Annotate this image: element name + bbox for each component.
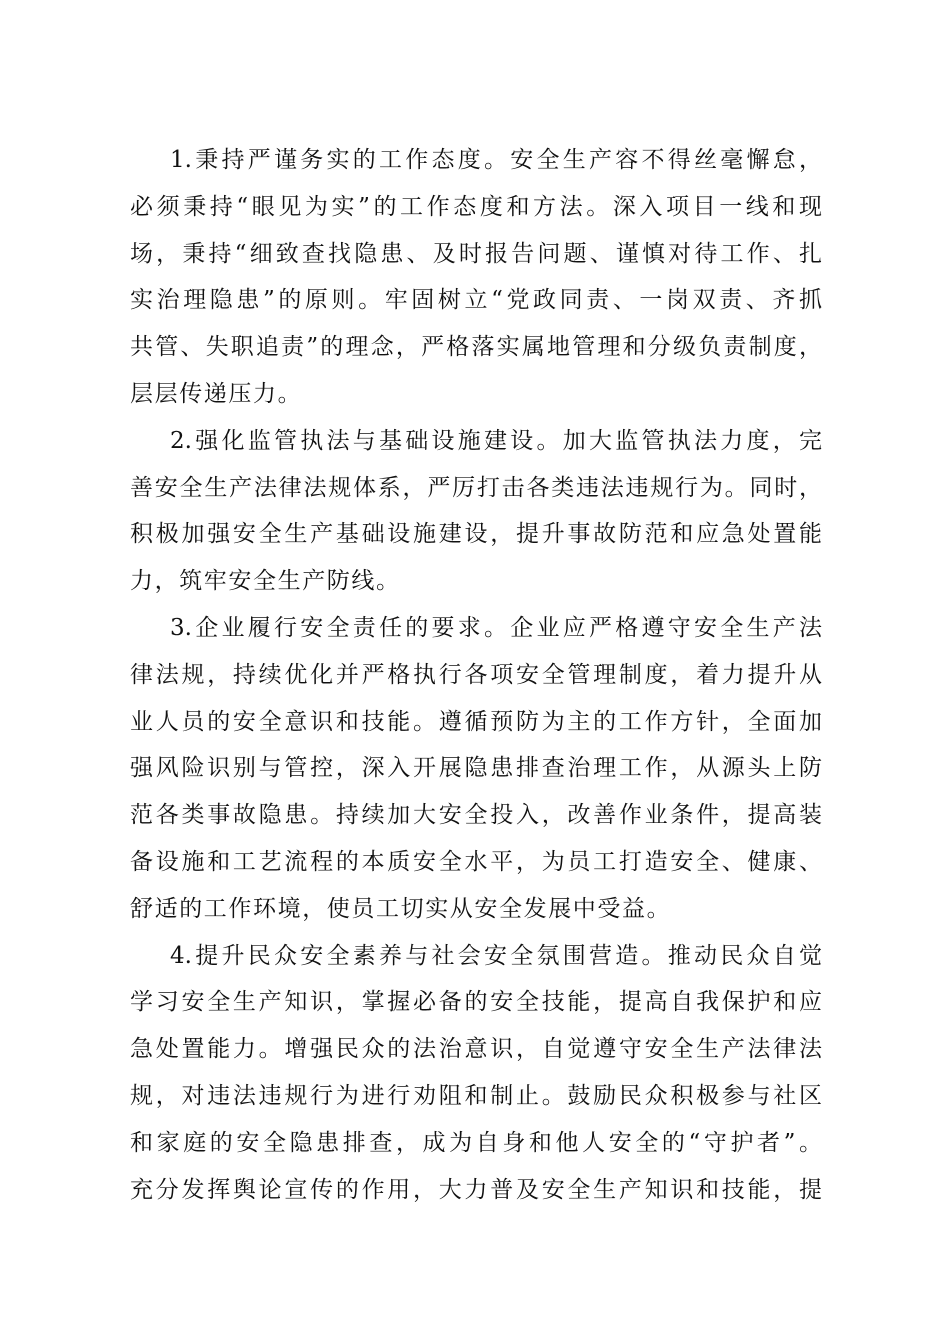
text-line: 力，筑牢安全生产防线。 <box>130 568 401 595</box>
text-line: 积极加强安全生产基础设施建设，提升事故防范和应急处置能 <box>130 521 822 548</box>
text-line: 和家庭的安全隐患排查，成为自身和他人安全的“守护者”。 <box>130 1129 822 1156</box>
text-line: 2.强化监管执法与基础设施建设。加大监管执法力度，完 <box>170 427 822 454</box>
text-line: 舒适的工作环境，使员工切实从安全发展中受益。 <box>130 895 672 922</box>
paragraph-2 <box>130 418 822 605</box>
text-line: 层层传递压力。 <box>130 380 303 407</box>
paragraph-1 <box>130 137 822 418</box>
text-line: 范各类事故隐患。持续加大安全投入，改善作业条件，提高装 <box>130 802 822 829</box>
text-line: 场，秉持“细致查找隐患、及时报告问题、谨慎对待工作、扎 <box>130 240 822 267</box>
text-line: 善安全生产法律法规体系，严厉打击各类违法违规行为。同时， <box>130 474 822 501</box>
text-line: 业人员的安全意识和技能。遵循预防为主的工作方针，全面加 <box>130 708 822 735</box>
text-line: 备设施和工艺流程的本质安全水平，为员工打造安全、健康、 <box>130 848 822 875</box>
text-line: 4.提升民众安全素养与社会安全氛围营造。推动民众自觉 <box>170 942 822 969</box>
text-line: 学习安全生产知识，掌握必备的安全技能，提高自我保护和应 <box>130 989 822 1016</box>
text-line: 共管、失职追责”的理念，严格落实属地管理和分级负责制度， <box>130 334 822 361</box>
paragraph-3 <box>130 605 822 933</box>
text-line: 律法规，持续优化并严格执行各项安全管理制度，着力提升从 <box>130 661 822 688</box>
text-line: 实治理隐患”的原则。牢固树立“党政同责、一岗双责、齐抓 <box>130 287 822 314</box>
paragraph-4 <box>130 933 822 1214</box>
text-line: 必须秉持“眼见为实”的工作态度和方法。深入项目一线和现 <box>130 193 822 220</box>
text-line: 充分发挥舆论宣传的作用，大力普及安全生产知识和技能，提 <box>130 1176 822 1203</box>
text-line: 急处置能力。增强民众的法治意识，自觉遵守安全生产法律法 <box>130 1036 822 1063</box>
text-line: 3.企业履行安全责任的要求。企业应严格遵守安全生产法 <box>170 614 822 641</box>
text-line: 1.秉持严谨务实的工作态度。安全生产容不得丝毫懈怠， <box>170 147 822 173</box>
text-line: 强风险识别与管控，深入开展隐患排查治理工作，从源头上防 <box>130 755 822 782</box>
document-body <box>130 137 822 1213</box>
text-line: 规，对违法违规行为进行劝阻和制止。鼓励民众积极参与社区 <box>130 1082 822 1109</box>
